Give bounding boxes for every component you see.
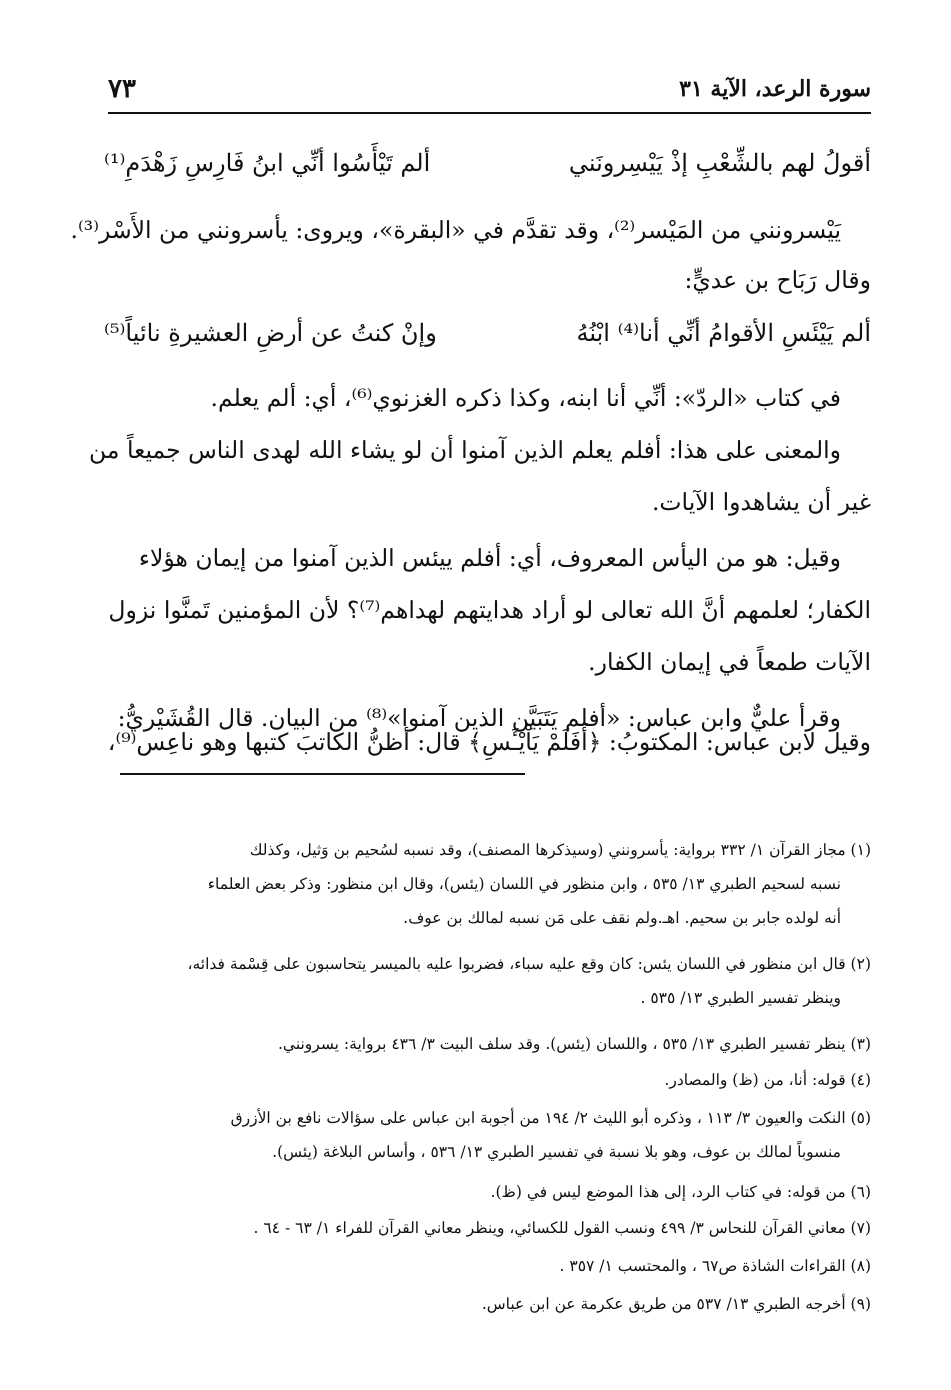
footnote-6: (٦) من قوله: في كتاب الرد، إلى هذا الموضع ليس في (ظ). bbox=[490, 1183, 871, 1201]
body-line: وقيل: هو من اليأس المعروف، أي: أفلم ييئس الذين آمنوا من إيمان هؤلاء bbox=[138, 544, 841, 572]
verse2-left-hemistich: وإنْ كنتُ عن أرضِ العشيرةِ نائياً⁽⁵⁾ bbox=[104, 319, 437, 347]
body-line: وقرأ عليٌّ وابن عباس: «أفلم يَتَبَيَّن الذين آمنوا»⁽⁸⁾ من البيان. قال القُشَيْريُّ: bbox=[117, 704, 841, 732]
page-number: ٧٣ bbox=[108, 74, 136, 104]
verse2-right-hemistich: ألم يَيْئَسِ الأقوامُ أنِّي أنا⁽⁴⁾ ابْنُهُ bbox=[576, 319, 871, 347]
body-line: في كتاب «الردّ»: أنِّي أنا ابنه، وكذا ذكره الغزنوي⁽⁶⁾، أي: ألم يعلم. bbox=[210, 384, 841, 412]
header-title: سورة الرعد، الآية ٣١ bbox=[679, 76, 871, 102]
footnote-8: (٨) القراءات الشاذة ص٦٧ ، والمحتسب ١/ ٣٥٧ . bbox=[559, 1257, 871, 1275]
footnote-1-cont: نسبه لسحيم الطبري ١٣/ ٥٣٥ ، وابن منظور في اللسان (يئس)، وقال ابن منظور: وذكر بعض العلماء bbox=[207, 875, 841, 893]
body-line: والمعنى على هذا: أفلم يعلم الذين آمنوا أن لو يشاء الله لهدى الناس جميعاً من bbox=[89, 436, 841, 464]
body-line: الكفار؛ لعلمهم أنَّ الله تعالى لو أراد هدايتهم لهداهم⁽⁷⁾؟ لأن المؤمنين تَمنَّوا نزول bbox=[108, 596, 871, 624]
verse1-left-hemistich: ألم تَيْأَسُوا أنِّي ابنُ فَارِسِ زَهْدَمِ⁽¹⁾ bbox=[104, 149, 431, 177]
footnote-4: (٤) قوله: أنا، من (ظ) والمصادر. bbox=[664, 1071, 871, 1089]
footnote-7: (٧) معاني القرآن للنحاس ٣/ ٤٩٩ ونسب القول للكسائي، وينظر معاني القرآن للفراء ١/ ٦٣ - ٦٤ . bbox=[253, 1219, 871, 1237]
running-header bbox=[108, 72, 871, 112]
footnote-5: (٥) النكت والعيون ٣/ ١١٣ ، وذكره أبو الليث ٢/ ١٩٤ من أجوبة ابن عباس على سؤالات نافع بن الأزرق bbox=[230, 1109, 871, 1127]
verse1-right-hemistich: أقولُ لهم بالشِّعْبِ إذْ يَيْسِرونَني bbox=[568, 149, 871, 177]
footnote-5-cont: منسوباً لمالك بن عوف، وهو بلا نسبة في تفسير الطبري ١٣/ ٥٣٦ ، وأساس البلاغة (يئس). bbox=[272, 1143, 841, 1161]
footnote-1: (١) مجاز القرآن ١/ ٣٣٢ برواية: يأسرونني (وسيذكرها المصنف)، وقد نسبه لسُحيم بن وَثيل، وكذلك bbox=[249, 841, 871, 859]
footnote-2-cont: وينظر تفسير الطبري ١٣/ ٥٣٥ . bbox=[640, 989, 841, 1007]
body-line: غير أن يشاهدوا الآيات. bbox=[651, 488, 871, 516]
footnote-divider bbox=[120, 773, 525, 775]
footnote-3: (٣) ينظر تفسير الطبري ١٣/ ٥٣٥ ، واللسان (يئس). وقد سلف البيت ٣/ ٤٣٦ برواية: يسرونني. bbox=[277, 1035, 871, 1053]
body-line: الآيات طمعاً في إيمان الكفار. bbox=[588, 648, 871, 676]
footnote-1-cont: أنه لولده جابر بن سحيم. اهـ.ولم نقف على مَن نسبه لمالك بن عوف. bbox=[403, 909, 841, 927]
header-divider bbox=[108, 112, 871, 114]
body-line: وقيل لابن عباس: المكتوبُ: ﴿أَفَلَمْ يَاْيْـَٔسِ﴾ قال: أظنُّ الكاتبَ كتبها وهو ناعِس⁽⁹⁾، bbox=[107, 728, 871, 756]
footnote-2: (٢) قال ابن منظور في اللسان يئس: كان وقع عليه سباء، فضربوا عليه بالميسر يتحاسبون على قِسْمة فدائه، bbox=[187, 955, 871, 973]
body-line: وقال رَبَاح بن عديٍّ: bbox=[684, 266, 871, 294]
footnote-9: (٩) أخرجه الطبري ١٣/ ٥٣٧ من طريق عكرمة عن ابن عباس. bbox=[481, 1295, 871, 1313]
body-line: يَيْسرونني من المَيْسر⁽²⁾، وقد تقدَّم في «البقرة»، ويروى: يأسرونني من الأَسْر⁽³⁾. bbox=[70, 216, 841, 244]
